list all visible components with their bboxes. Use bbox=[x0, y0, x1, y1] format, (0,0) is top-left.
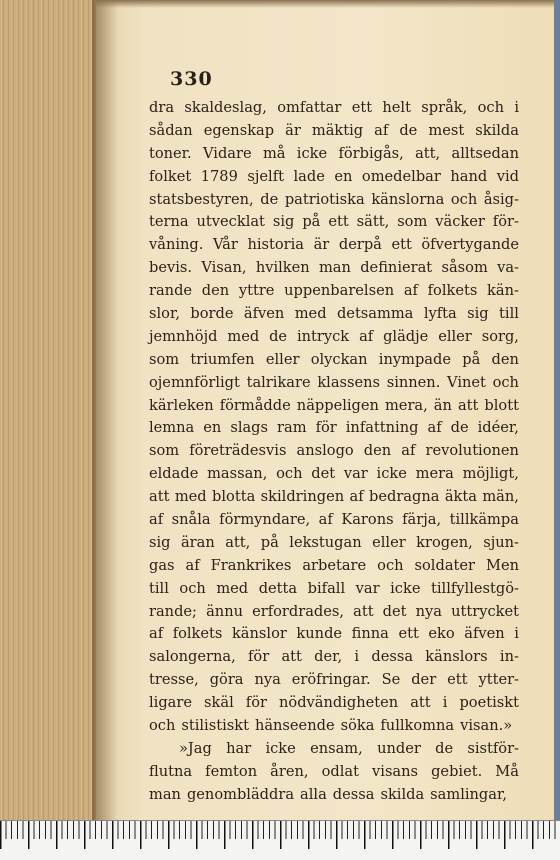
text-line bbox=[149, 555, 519, 578]
word: flutna bbox=[149, 762, 193, 780]
word: de bbox=[269, 327, 288, 345]
page-edges bbox=[0, 0, 97, 820]
word: af bbox=[374, 121, 389, 139]
word: är bbox=[285, 121, 301, 139]
word: män, bbox=[482, 488, 519, 506]
word: glädje bbox=[383, 327, 429, 345]
word: till bbox=[499, 305, 519, 323]
word: va- bbox=[497, 259, 519, 277]
word: samlingar, bbox=[430, 785, 507, 803]
word: söka bbox=[340, 717, 375, 735]
word: af bbox=[401, 442, 416, 460]
text-line bbox=[149, 784, 519, 807]
word: tillfyllestgö- bbox=[431, 579, 519, 597]
word: massan, bbox=[207, 465, 268, 483]
text-line bbox=[149, 97, 519, 120]
word: nya bbox=[415, 602, 442, 620]
word: känslorna bbox=[371, 190, 445, 208]
word: skaldeslag, bbox=[184, 99, 267, 116]
measurement-ruler bbox=[0, 820, 560, 860]
word: infattning bbox=[345, 419, 419, 437]
word: åsig- bbox=[483, 190, 519, 208]
word: toner. bbox=[149, 144, 192, 162]
word: den bbox=[201, 282, 230, 300]
word: ett bbox=[391, 236, 412, 254]
word: krogen, bbox=[416, 533, 473, 551]
word: för bbox=[248, 648, 270, 666]
spine-shadow bbox=[92, 0, 118, 820]
word: tresse, bbox=[149, 671, 199, 689]
text-line bbox=[149, 326, 519, 349]
word: mest bbox=[428, 121, 465, 139]
word: såsom bbox=[441, 259, 488, 277]
text-line bbox=[149, 601, 519, 624]
word: för bbox=[245, 694, 267, 712]
word: det bbox=[311, 465, 336, 483]
word: bedragna bbox=[369, 488, 440, 506]
word: med bbox=[294, 305, 327, 323]
word: att, bbox=[415, 144, 441, 162]
word: patriotiska bbox=[284, 190, 365, 208]
word: Må bbox=[495, 762, 519, 780]
word: äfven bbox=[464, 625, 505, 643]
word: der bbox=[411, 671, 437, 689]
word: genombläddra bbox=[186, 785, 295, 803]
word: sjelft bbox=[247, 167, 284, 185]
word: Se bbox=[381, 671, 401, 689]
word: af bbox=[359, 327, 374, 345]
word: att bbox=[149, 488, 170, 506]
word: klassens bbox=[317, 373, 381, 391]
word: ett bbox=[328, 213, 349, 231]
word: kunde bbox=[296, 625, 343, 643]
word: revolutionen bbox=[425, 442, 519, 460]
word: af bbox=[403, 282, 418, 300]
word: en bbox=[203, 419, 222, 437]
text-line bbox=[149, 623, 519, 646]
word: finna bbox=[351, 625, 389, 643]
word: visans bbox=[372, 762, 419, 780]
text-line bbox=[149, 669, 519, 692]
word: på bbox=[260, 533, 279, 551]
word: snåla bbox=[171, 511, 211, 529]
word: soldater bbox=[414, 556, 475, 574]
word: eldade bbox=[149, 465, 199, 483]
text-line bbox=[149, 417, 519, 440]
word: med bbox=[174, 488, 207, 506]
text-line bbox=[149, 166, 519, 189]
body-text bbox=[149, 97, 519, 807]
word: med bbox=[227, 327, 260, 345]
text-line bbox=[149, 189, 519, 212]
word: sätt, bbox=[356, 213, 390, 231]
word: eröfringar. bbox=[291, 671, 371, 689]
word: för- bbox=[492, 213, 519, 231]
word: af bbox=[185, 556, 200, 574]
word: i bbox=[354, 648, 360, 666]
word: med bbox=[216, 579, 249, 597]
word: och bbox=[492, 373, 519, 391]
word: lade bbox=[293, 167, 325, 185]
word: skilda bbox=[380, 785, 425, 803]
word: sig bbox=[467, 305, 489, 323]
word: alltsedan bbox=[451, 144, 519, 162]
word: blott bbox=[484, 396, 519, 414]
word: talrikare bbox=[246, 373, 311, 391]
word: att bbox=[353, 602, 374, 620]
word: Frankrikes bbox=[210, 556, 292, 574]
word: de bbox=[450, 419, 469, 437]
word: mera, bbox=[384, 396, 428, 414]
word: och bbox=[377, 556, 404, 574]
word: definierat bbox=[360, 259, 433, 277]
word: terna bbox=[149, 213, 189, 231]
text-line bbox=[149, 372, 519, 395]
word: de bbox=[399, 121, 418, 139]
word: Vår bbox=[212, 236, 238, 254]
word: hvilken bbox=[255, 259, 310, 277]
word: eller bbox=[265, 350, 300, 368]
word: slor, bbox=[149, 305, 180, 323]
word: äkta bbox=[444, 488, 477, 506]
word: mäktig bbox=[311, 121, 364, 139]
word: skäl bbox=[204, 694, 234, 712]
word: i bbox=[514, 625, 519, 643]
word: dessa bbox=[332, 785, 375, 803]
word: den bbox=[363, 442, 392, 460]
word: som bbox=[149, 442, 180, 460]
word: statsbestyren, bbox=[149, 190, 254, 208]
word: förmyndare, bbox=[219, 511, 311, 529]
word: rande; bbox=[149, 602, 197, 620]
word: språk, bbox=[421, 99, 468, 116]
text-line bbox=[149, 395, 519, 418]
word: mera bbox=[415, 465, 454, 483]
word: man bbox=[318, 259, 351, 277]
word: inympade bbox=[378, 350, 451, 368]
word: ett bbox=[351, 99, 373, 116]
word: icke bbox=[376, 465, 407, 483]
word: icke bbox=[265, 739, 296, 757]
word: ytter- bbox=[478, 671, 519, 689]
page-number: 330 bbox=[170, 68, 213, 90]
text-line bbox=[149, 120, 519, 143]
word: Visan, bbox=[201, 259, 247, 277]
word: omfattar bbox=[277, 99, 342, 116]
word: idéer, bbox=[477, 419, 519, 437]
word: Men bbox=[486, 556, 519, 574]
word: uppenbarelsen bbox=[284, 282, 395, 300]
word: ligare bbox=[149, 694, 192, 712]
word: eller bbox=[372, 533, 406, 551]
word: in- bbox=[499, 648, 519, 666]
word: icke bbox=[296, 144, 328, 162]
word: öfvertygande bbox=[421, 236, 519, 254]
word: derpå bbox=[338, 236, 382, 254]
text-line bbox=[149, 578, 519, 601]
word: af bbox=[427, 419, 442, 437]
text-line bbox=[149, 715, 519, 738]
word: sinnen. bbox=[386, 373, 441, 391]
word: Vinet bbox=[447, 373, 486, 391]
word: var bbox=[355, 579, 380, 597]
word: blotta bbox=[212, 488, 256, 506]
word: kän- bbox=[487, 282, 519, 300]
word: utvecklat bbox=[196, 213, 265, 231]
word: i bbox=[442, 694, 448, 712]
word: sådan bbox=[149, 121, 193, 139]
word: af bbox=[349, 488, 364, 506]
word: har bbox=[226, 739, 252, 757]
word: slags bbox=[230, 419, 269, 437]
word: olyckan bbox=[310, 350, 368, 368]
word: icke bbox=[390, 579, 421, 597]
word: detta bbox=[258, 579, 298, 597]
word: färja, bbox=[402, 511, 442, 529]
word: våning. bbox=[149, 236, 204, 254]
word: jemnhöjd bbox=[149, 327, 218, 345]
word: »Jag bbox=[179, 739, 212, 757]
word: dessa bbox=[371, 648, 414, 666]
word: äfven bbox=[243, 305, 285, 323]
word: ojemnförligt bbox=[149, 373, 240, 391]
word: femton bbox=[205, 762, 258, 780]
word: att bbox=[410, 694, 431, 712]
word: egenskap bbox=[203, 121, 275, 139]
word: gebiet. bbox=[431, 762, 483, 780]
word: bevis. bbox=[149, 259, 193, 277]
word: skilda bbox=[475, 121, 519, 139]
word: af bbox=[318, 511, 333, 529]
ruler-major-ticks bbox=[0, 821, 560, 849]
word: yttre bbox=[238, 282, 275, 300]
word: sjun- bbox=[483, 533, 519, 551]
word: att, bbox=[225, 533, 251, 551]
text-line bbox=[149, 143, 519, 166]
text-line bbox=[149, 692, 519, 715]
word: ram bbox=[277, 419, 307, 437]
word: hand bbox=[450, 167, 488, 185]
word: folket bbox=[149, 167, 192, 185]
text-line bbox=[149, 509, 519, 532]
word: en bbox=[334, 167, 353, 185]
word: Karons bbox=[341, 511, 394, 529]
word: och bbox=[179, 579, 206, 597]
word: omedelbar bbox=[361, 167, 441, 185]
word: var bbox=[343, 465, 368, 483]
word: uttrycket bbox=[451, 602, 519, 620]
text-line bbox=[149, 440, 519, 463]
word: och bbox=[276, 465, 303, 483]
word: visan.» bbox=[460, 717, 513, 735]
word: ensam, bbox=[310, 739, 363, 757]
word: att bbox=[281, 648, 302, 666]
word: 1789 bbox=[200, 167, 238, 185]
word: och bbox=[477, 99, 504, 116]
word: detsamma bbox=[336, 305, 414, 323]
word: förbigås, bbox=[338, 144, 404, 162]
text-line bbox=[149, 257, 519, 280]
word: näppeligen bbox=[296, 396, 379, 414]
word: och bbox=[450, 190, 478, 208]
word: företrädesvis bbox=[189, 442, 287, 460]
word: möjligt, bbox=[462, 465, 519, 483]
text-line bbox=[149, 303, 519, 326]
cover-edge bbox=[554, 0, 560, 820]
word: sig bbox=[149, 533, 171, 551]
word: dra bbox=[149, 99, 175, 116]
word: anslogo bbox=[296, 442, 354, 460]
word: som bbox=[149, 350, 180, 368]
word: arbetare bbox=[302, 556, 367, 574]
word: den bbox=[491, 350, 519, 368]
text-line bbox=[149, 211, 519, 234]
word: hänseende bbox=[254, 717, 335, 735]
word: känslors bbox=[425, 648, 488, 666]
word: sig bbox=[272, 213, 295, 231]
word: af bbox=[149, 511, 164, 529]
text-line bbox=[149, 463, 519, 486]
word: odlat bbox=[321, 762, 359, 780]
word: lemna bbox=[149, 419, 195, 437]
word: för bbox=[315, 419, 337, 437]
word: tillkämpa bbox=[449, 511, 519, 529]
word: till bbox=[149, 579, 169, 597]
word: och bbox=[149, 717, 176, 735]
word: på bbox=[302, 213, 321, 231]
word: historia bbox=[247, 236, 305, 254]
word: sistför- bbox=[467, 739, 519, 757]
text-line bbox=[149, 761, 519, 784]
word: må bbox=[262, 144, 286, 162]
word: kärleken bbox=[149, 396, 214, 414]
text-line bbox=[149, 234, 519, 257]
word: folkets bbox=[172, 625, 223, 643]
word: Vidare bbox=[203, 144, 252, 162]
word: skildringen bbox=[260, 488, 345, 506]
word: helt bbox=[382, 99, 411, 116]
text-line bbox=[149, 280, 519, 303]
word: sorg, bbox=[481, 327, 519, 345]
word: nödvändigheten bbox=[279, 694, 399, 712]
word: eller bbox=[438, 327, 472, 345]
word: lyfta bbox=[423, 305, 457, 323]
word: bifall bbox=[307, 579, 346, 597]
word: äran bbox=[180, 533, 215, 551]
word: är bbox=[313, 236, 330, 254]
word: erfordrades, bbox=[252, 602, 345, 620]
word: man bbox=[149, 785, 181, 803]
word: ännu bbox=[206, 602, 243, 620]
word: vid bbox=[496, 167, 519, 185]
word: åren, bbox=[270, 762, 309, 780]
text-line bbox=[149, 532, 519, 555]
text-line bbox=[149, 738, 519, 761]
word: på bbox=[462, 350, 481, 368]
word: nya bbox=[254, 671, 281, 689]
word: folkets bbox=[427, 282, 478, 300]
word: stilistiskt bbox=[181, 717, 249, 735]
word: göra bbox=[209, 671, 244, 689]
word: poetiskt bbox=[459, 694, 519, 712]
word: känslor bbox=[231, 625, 287, 643]
text-line bbox=[149, 349, 519, 372]
word: alla bbox=[300, 785, 327, 803]
word: fullkomna bbox=[380, 717, 455, 735]
word: ett bbox=[447, 671, 468, 689]
word: eko bbox=[428, 625, 455, 643]
word: det bbox=[382, 602, 407, 620]
word: som bbox=[397, 213, 428, 231]
word: i bbox=[514, 99, 519, 116]
word: att bbox=[457, 396, 479, 414]
word: borde bbox=[190, 305, 234, 323]
text-line bbox=[149, 646, 519, 669]
word: intryck bbox=[296, 327, 350, 345]
word: förmådde bbox=[219, 396, 291, 414]
word: lekstugan bbox=[289, 533, 362, 551]
text-line bbox=[149, 486, 519, 509]
word: gas bbox=[149, 556, 175, 574]
word: der, bbox=[314, 648, 343, 666]
word: salongerna, bbox=[149, 648, 236, 666]
word: rande bbox=[149, 282, 193, 300]
word: de bbox=[260, 190, 279, 208]
word: ett bbox=[398, 625, 419, 643]
top-shadow bbox=[96, 0, 560, 8]
word: af bbox=[149, 625, 164, 643]
word: under bbox=[377, 739, 421, 757]
word: de bbox=[435, 739, 454, 757]
word: triumfen bbox=[190, 350, 255, 368]
word: än bbox=[433, 396, 452, 414]
word: väcker bbox=[435, 213, 485, 231]
